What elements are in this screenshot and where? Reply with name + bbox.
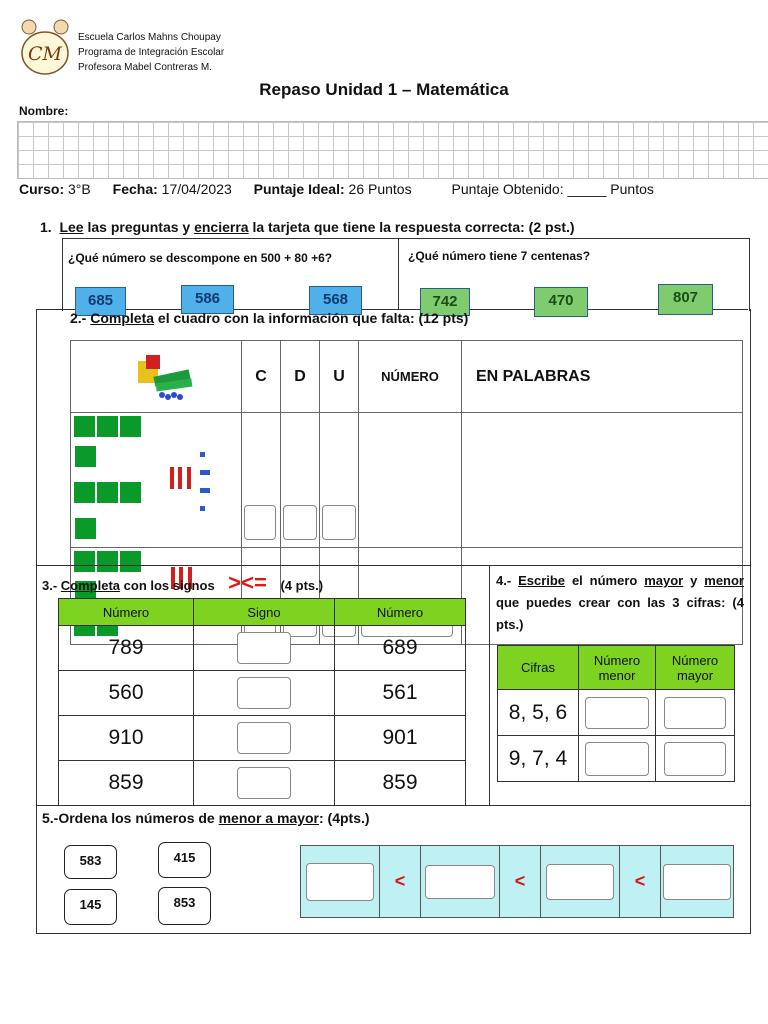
- q1-number: 1.: [40, 219, 52, 235]
- q1-divider: [398, 238, 399, 310]
- q1-lee: Lee: [59, 219, 84, 235]
- q3-row3-right: 901: [335, 716, 466, 761]
- q4-row2-mayor-cell: [656, 736, 735, 782]
- q3-completa: Completa: [60, 578, 121, 593]
- q3-row4-sign-cell: [194, 761, 335, 806]
- less-than-3: <: [620, 846, 661, 918]
- q3-row2-left: 560: [59, 671, 194, 716]
- q3-row3-sign-cell: [194, 716, 335, 761]
- row1-c-cell: [242, 413, 281, 548]
- row1-d-input[interactable]: [283, 505, 317, 540]
- q4-number: 4.-: [496, 573, 512, 588]
- q3-row2-sign-cell: [194, 671, 335, 716]
- teacher-name: Profesora Mabel Contreras M.: [78, 62, 212, 73]
- q4-row1-menor-input[interactable]: [585, 697, 649, 729]
- q4-text3: que puedes crear con las 3 cifras: (4 pts.): [496, 595, 744, 632]
- q3-text: con los signos: [123, 578, 215, 593]
- curso-value: 3°B: [68, 181, 91, 197]
- q5-menor-a-mayor: menor a mayor: [218, 810, 319, 826]
- base-ten-blocks-image: [132, 351, 202, 403]
- q3-row4-left: 859: [59, 761, 194, 806]
- q1-text1: las preguntas y: [87, 219, 191, 235]
- q3-row2-sign-input[interactable]: [237, 677, 291, 709]
- program-name: Programa de Integración Escolar: [78, 47, 225, 58]
- q4-row2-menor-input[interactable]: [585, 742, 649, 776]
- less-than-2: <: [500, 846, 541, 918]
- puntaje-ideal-label: Puntaje Ideal:: [253, 181, 345, 197]
- header-d: D: [281, 341, 320, 413]
- card-568[interactable]: 568: [309, 286, 362, 315]
- number-card-853[interactable]: 853: [158, 887, 211, 925]
- main-outer-right-border: [750, 309, 751, 934]
- card-586[interactable]: 586: [181, 285, 234, 314]
- order-slot-3-cell: [541, 846, 620, 918]
- less-than-1: <: [380, 846, 421, 918]
- q3-row4-right: 859: [335, 761, 466, 806]
- q3-row1-sign-cell: [194, 626, 335, 671]
- q3-top-line: [36, 565, 750, 566]
- q3-signs: ><=: [228, 570, 267, 595]
- q3-row3-left: 910: [59, 716, 194, 761]
- info-line: [19, 181, 654, 197]
- q3-instruction: [42, 570, 323, 596]
- q2-text: el cuadro con la información que falta: (12 pts): [157, 311, 469, 326]
- q4-table: [497, 645, 735, 782]
- card-685[interactable]: 685: [75, 287, 126, 316]
- row1-u-input[interactable]: [322, 505, 356, 540]
- q4-escribe: Escribe: [518, 573, 566, 588]
- q4-header-menor: Número menor: [579, 646, 656, 690]
- q3-row1-right: 689: [335, 626, 466, 671]
- q4-row1-cifras: 8, 5, 6: [498, 690, 579, 736]
- q4-row1-mayor-input[interactable]: [664, 697, 726, 729]
- order-slot-3[interactable]: [546, 864, 614, 900]
- q3-row4-sign-input[interactable]: [237, 767, 291, 799]
- order-slot-2[interactable]: [425, 865, 495, 899]
- q1-right-question: ¿Qué número tiene 7 centenas?: [408, 249, 591, 263]
- puntaje-obtenido: Puntaje Obtenido: _____ Puntos: [451, 181, 654, 197]
- q3-pts: (4 pts.): [280, 578, 324, 593]
- q3-q4-divider: [489, 565, 490, 805]
- header-c: C: [242, 341, 281, 413]
- q1-frame: [62, 238, 750, 311]
- card-742[interactable]: 742: [420, 288, 470, 316]
- number-card-415[interactable]: 415: [158, 842, 211, 878]
- q4-instruction: [496, 570, 744, 636]
- blocks-header-cell: [71, 341, 242, 413]
- number-card-583[interactable]: 583: [64, 845, 117, 879]
- q5-bottom-line: [36, 933, 750, 934]
- q2-completa: Completa: [90, 311, 155, 326]
- order-slot-4[interactable]: [663, 864, 731, 900]
- number-card-145[interactable]: 145: [64, 889, 117, 925]
- order-slot-4-cell: [661, 846, 734, 918]
- q4-row1-mayor-cell: [656, 690, 735, 736]
- name-writing-grid[interactable]: [17, 121, 768, 179]
- q1-encierra: encierra: [194, 219, 249, 235]
- q3-number: 3.-: [42, 578, 58, 593]
- school-name: Escuela Carlos Mahns Choupay: [78, 32, 221, 43]
- card-470[interactable]: 470: [534, 287, 588, 317]
- card-807[interactable]: 807: [658, 284, 713, 315]
- q5-pts: : (4pts.): [318, 810, 370, 826]
- q4-menor: menor: [704, 573, 744, 588]
- q1-instruction: [40, 219, 575, 235]
- q3-header-numero-1: Número: [59, 599, 194, 626]
- row1-numero-cell[interactable]: [359, 413, 462, 548]
- svg-text:CM: CM: [28, 43, 62, 65]
- q3-row2-right: 561: [335, 671, 466, 716]
- curso-label: Curso:: [19, 181, 65, 197]
- main-outer-left-border: [36, 309, 37, 934]
- nombre-label: Nombre:: [19, 104, 69, 118]
- page-title: Repaso Unidad 1 – Matemática: [259, 80, 509, 99]
- q3-table: [58, 598, 466, 806]
- order-slot-1[interactable]: [306, 863, 374, 901]
- header-en-palabras: EN PALABRAS: [462, 341, 743, 413]
- q3-row1-left: 789: [59, 626, 194, 671]
- row1-blocks: [71, 413, 242, 548]
- q4-row2-menor-cell: [579, 736, 656, 782]
- q3-header-signo: Signo: [194, 599, 335, 626]
- q4-mayor: mayor: [644, 573, 684, 588]
- header-u: U: [320, 341, 359, 413]
- fecha-value: 17/04/2023: [161, 181, 232, 197]
- row1-palabras-cell[interactable]: [462, 413, 743, 548]
- order-strip: [300, 845, 734, 918]
- q2-number: 2.-: [70, 311, 87, 326]
- q4-row2-mayor-input[interactable]: [664, 742, 726, 776]
- q5-instruction: [42, 810, 370, 826]
- order-slot-2-cell: [421, 846, 500, 918]
- q4-header-mayor: Número mayor: [656, 646, 735, 690]
- q2-instruction: [70, 311, 468, 326]
- q4-text2: y: [690, 573, 698, 588]
- order-slot-1-cell: [301, 846, 380, 918]
- q4-row2-cifras: 9, 7, 4: [498, 736, 579, 782]
- row1-c-input[interactable]: [244, 505, 276, 540]
- row1-d-cell: [281, 413, 320, 548]
- q3-header-numero-2: Número: [335, 599, 466, 626]
- q4-header-cifras: Cifras: [498, 646, 579, 690]
- q4-text1: el número: [571, 573, 638, 588]
- fecha-label: Fecha:: [112, 181, 158, 197]
- school-logo: [18, 18, 72, 76]
- q1-text2: la tarjeta que tiene la respuesta correcta: (2 pst.): [252, 219, 575, 235]
- q4-row1-menor-cell: [579, 690, 656, 736]
- row1-u-cell: [320, 413, 359, 548]
- puntaje-ideal-value: 26 Puntos: [348, 181, 412, 197]
- q3-row1-sign-input[interactable]: [237, 632, 291, 664]
- header-numero: NÚMERO: [359, 341, 462, 413]
- school-info: [78, 30, 224, 75]
- q3-row3-sign-input[interactable]: [237, 722, 291, 754]
- q1-bottom-line: [36, 309, 748, 310]
- q1-left-question: ¿Qué número se descompone en 500 + 80 +6?: [68, 251, 333, 265]
- q5-text: 5.-Ordena los números de: [42, 810, 215, 826]
